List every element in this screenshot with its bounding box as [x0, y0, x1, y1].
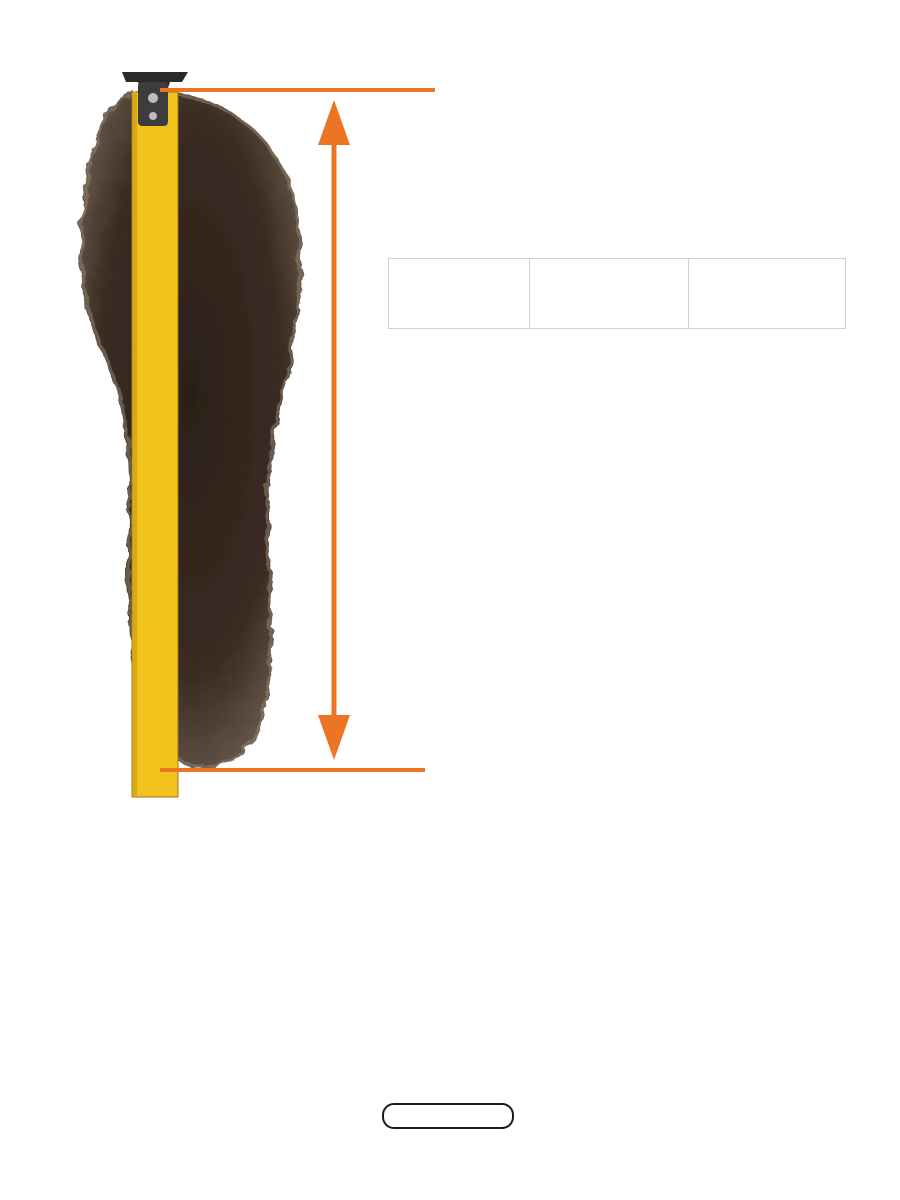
headline-line-2	[413, 160, 820, 202]
step-number	[60, 831, 103, 839]
table-header-row	[389, 259, 846, 329]
instructions	[60, 815, 880, 839]
header-size	[389, 259, 530, 329]
header-width	[689, 259, 846, 329]
headline-line-1	[413, 118, 820, 160]
headline	[413, 118, 820, 244]
headline-line-3	[413, 202, 820, 244]
brand-logo	[378, 1030, 523, 1130]
step-2	[60, 823, 880, 831]
tape-measure	[122, 72, 188, 797]
step-3	[60, 831, 880, 839]
fur-insole	[80, 90, 302, 768]
step-number	[60, 815, 103, 823]
logo-tagline	[382, 1103, 514, 1129]
header-length	[530, 259, 689, 329]
step-1	[60, 815, 880, 823]
step-number	[60, 823, 103, 831]
size-table	[388, 258, 846, 329]
